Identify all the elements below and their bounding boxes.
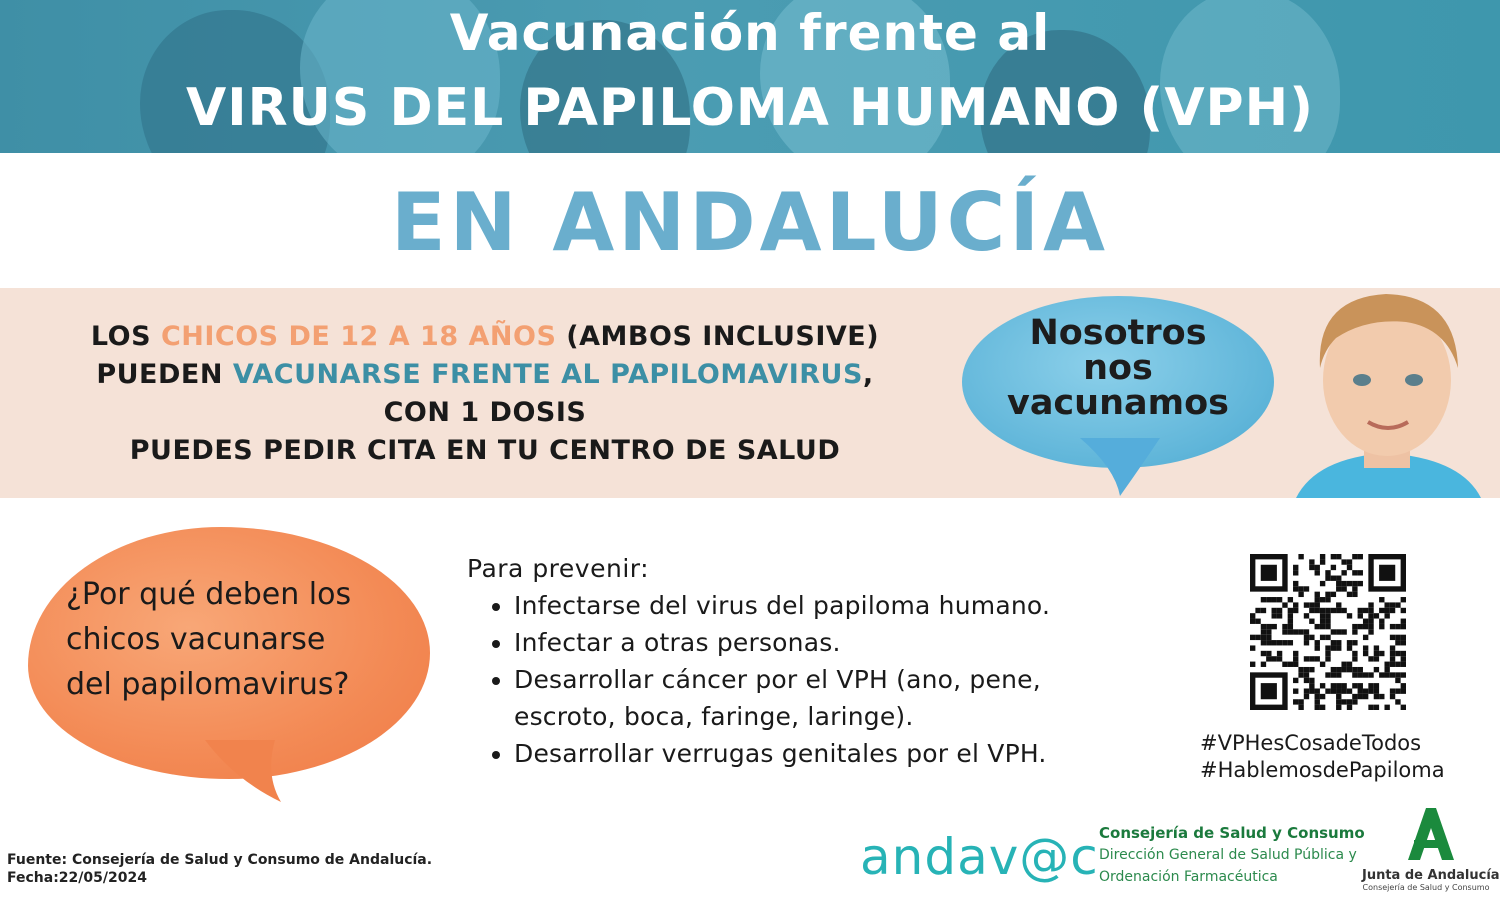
speech-bubble-tail-icon (205, 740, 295, 804)
source-line: Fuente: Consejería de Salud y Consumo de Andalucía. (7, 852, 433, 868)
slogan-line: nos (1083, 348, 1153, 388)
eligibility-line (40, 356, 930, 394)
text-fragment: , (862, 359, 874, 390)
source-note (7, 851, 432, 887)
list-item: • Desarrollar verrugas genitales por el VPH. (514, 735, 1147, 772)
eligibility-line (40, 318, 930, 356)
boy-photo (1276, 288, 1500, 498)
question-text (66, 572, 406, 707)
consejeria-title: Consejería de Salud y Consumo (1099, 824, 1365, 842)
vaccine-highlight: VACUNARSE FRENTE AL PAPILOMAVIRUS (232, 359, 863, 390)
junta-name: Junta de Andalucía (1362, 868, 1500, 883)
text-fragment: PUEDEN (96, 359, 233, 390)
hashtag: #VPHesCosadeTodos (1200, 731, 1422, 755)
eligibility-text (40, 318, 930, 470)
slogan-line: Nosotros (1029, 313, 1207, 353)
junta-andalucia-logo-icon (1396, 806, 1456, 862)
speech-bubble-tail-icon (1080, 438, 1160, 498)
page-title: Vacunación frente al (449, 4, 1051, 62)
date-line: Fecha:22/05/2024 (7, 870, 147, 886)
appointment-line: PUEDES PEDIR CITA EN TU CENTRO DE SALUD (129, 435, 841, 466)
text-fragment: LOS (90, 321, 161, 352)
region-heading: EN ANDALUCÍA (390, 176, 1110, 269)
andavac-logo: andav@c (860, 828, 1099, 886)
text-fragment: (AMBOS INCLUSIVE) (556, 321, 880, 352)
prevention-list (467, 587, 1147, 772)
question-line: ¿Por qué deben los (66, 577, 352, 612)
page-title-line2: VIRUS DEL PAPILOMA HUMANO (VPH) (186, 78, 1314, 138)
prevention-title: Para prevenir: (467, 554, 650, 583)
question-line: chicos vacunarse (66, 622, 326, 657)
question-line: del papilomavirus? (66, 667, 350, 702)
slogan-line: vacunamos (1007, 383, 1229, 423)
consejeria-subtitle: Dirección General de Salud Pública y (1099, 847, 1357, 863)
hashtag: #HablemosdePapiloma (1200, 758, 1445, 782)
consejeria-subtitle: Ordenación Farmacéutica (1099, 869, 1278, 885)
bubble-slogan (962, 313, 1274, 423)
qr-code-icon[interactable] (1250, 554, 1406, 710)
hashtags (1200, 730, 1480, 784)
list-item: • Infectar a otras personas. (514, 624, 1147, 661)
consejeria-block (1099, 822, 1369, 888)
dose-line: CON 1 DOSIS (383, 397, 587, 428)
list-item: • Desarrollar cáncer por el VPH (ano, pene, escroto, boca, faringe, laringe). (514, 661, 1147, 735)
info-band (0, 288, 1500, 498)
junta-subtitle: Consejería de Salud y Consumo (1362, 883, 1490, 892)
age-highlight: CHICOS DE 12 A 18 AÑOS (160, 321, 557, 352)
prevention-section (467, 550, 1147, 772)
junta-logo-block (1362, 806, 1500, 892)
list-item: • Infectarse del virus del papiloma humano. (514, 587, 1147, 624)
header-banner (0, 0, 1500, 153)
